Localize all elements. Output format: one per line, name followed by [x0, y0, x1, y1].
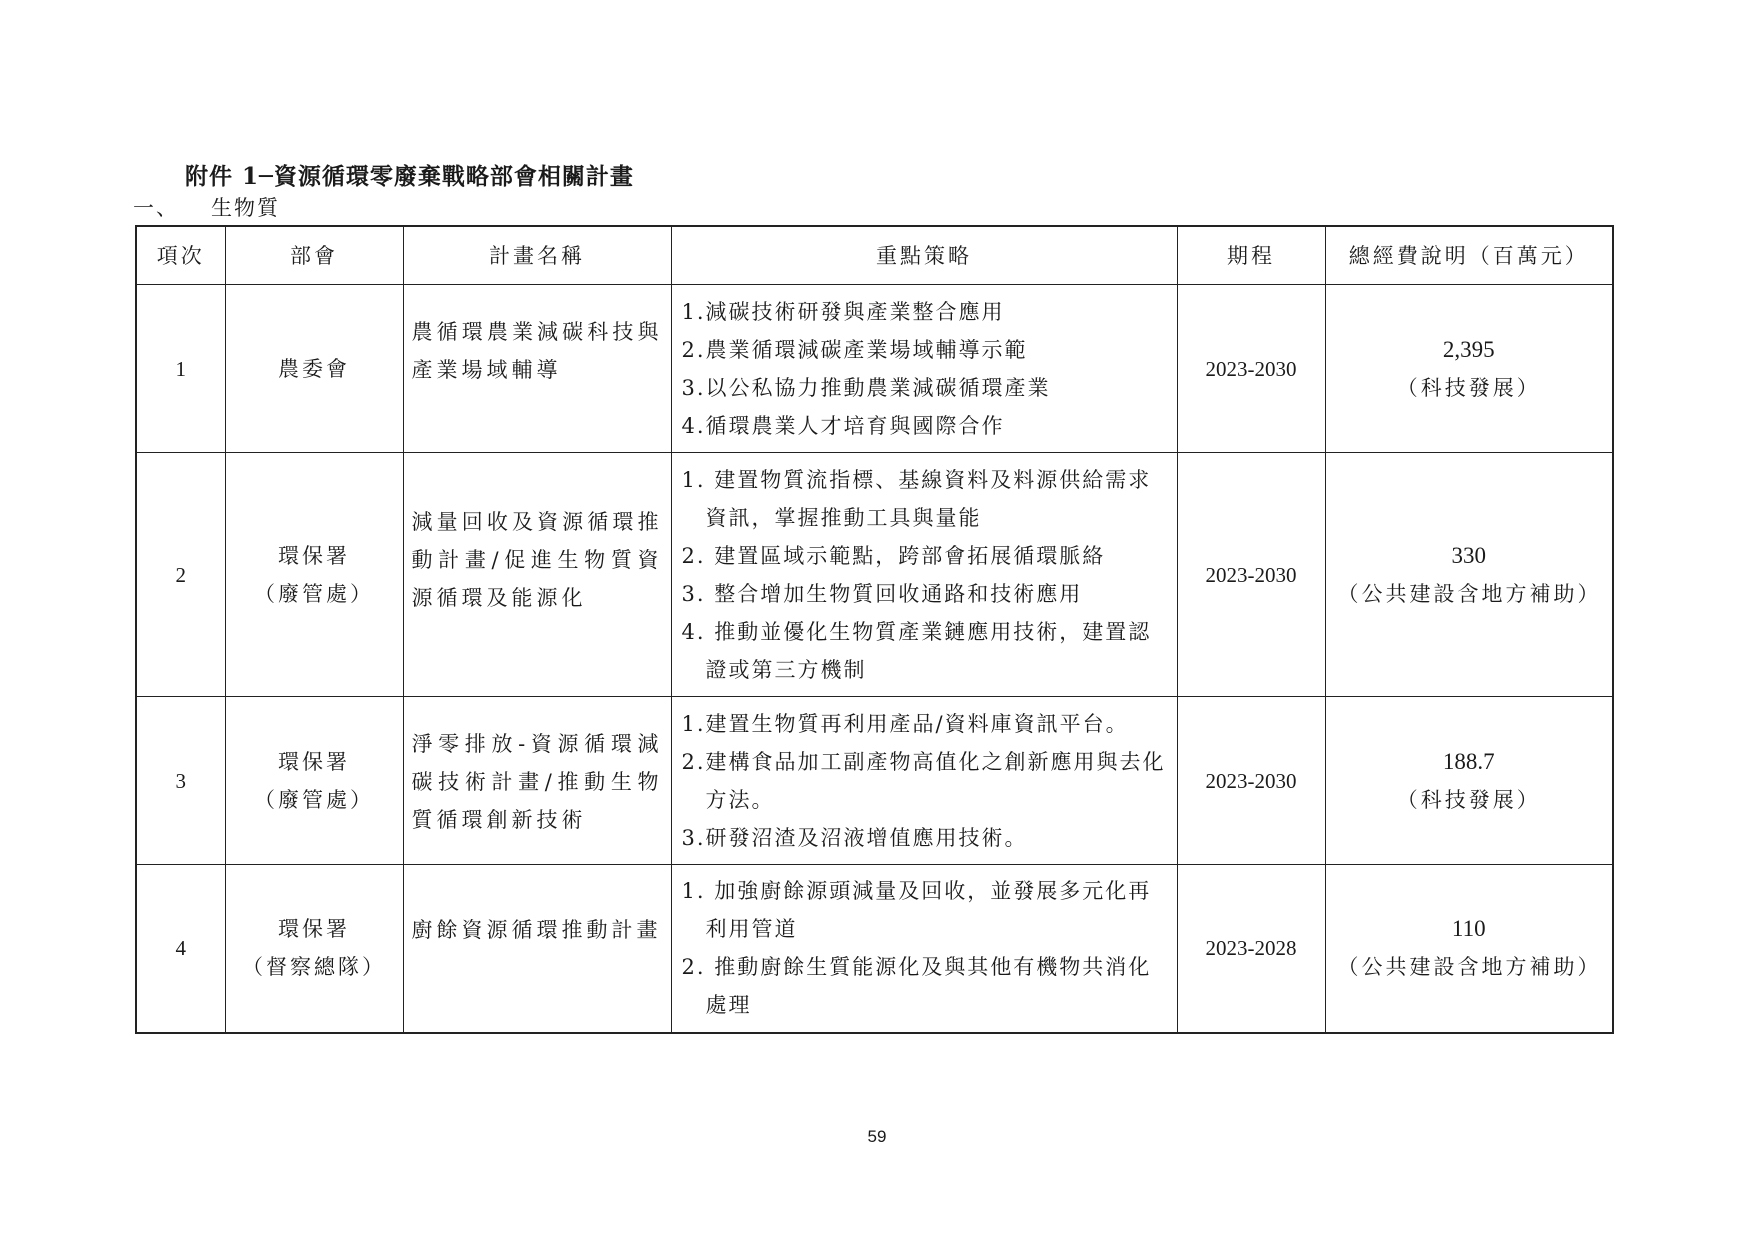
- row-plan: 廚餘資源循環推動計畫: [403, 865, 671, 1033]
- row-agency: [225, 865, 403, 1033]
- budget-note: （公共建設含地方補助）: [1337, 955, 1602, 980]
- row-period: 2023-2030: [1177, 285, 1325, 453]
- row-strategies: [671, 865, 1177, 1033]
- row-budget: [1325, 285, 1613, 453]
- strategy-item: 1. 建置物質流指標、基線資料及料源供給需求資訊，掌握推動工具與量能: [681, 467, 1152, 530]
- row-plan: 農循環農業減碳科技與產業場域輔導: [403, 285, 671, 453]
- strategy-item: 2.建構食品加工副產物高值化之創新應用與去化方法。: [681, 749, 1166, 812]
- strategy-item: 2. 建置區域示範點，跨部會拓展循環脈絡: [681, 543, 1106, 568]
- section-title: 生物質: [211, 196, 280, 220]
- table-row: [136, 697, 1613, 865]
- row-no: 4: [136, 865, 225, 1033]
- row-plan: 淨零排放-資源循環減碳技術計畫/推動生物質循環創新技術: [403, 697, 671, 865]
- header-no: 項次: [136, 226, 225, 285]
- agency-name: 農委會: [278, 356, 350, 381]
- row-no: 3: [136, 697, 225, 865]
- header-budget: 總經費說明（百萬元）: [1325, 226, 1613, 285]
- agency-division: （督察總隊）: [242, 955, 386, 980]
- strategy-item: 3. 整合增加生物質回收通路和技術應用: [681, 581, 1083, 606]
- table-row: [136, 453, 1613, 697]
- agency-name: 環保署: [278, 917, 350, 942]
- strategy-item: 1. 加強廚餘源頭減量及回收，並發展多元化再利用管道: [681, 879, 1152, 942]
- header-plan: 計畫名稱: [403, 226, 671, 285]
- row-agency: [225, 285, 403, 453]
- budget-note: （公共建設含地方補助）: [1337, 581, 1602, 606]
- row-strategies: [671, 697, 1177, 865]
- strategy-item: 2.農業循環減碳產業場域輔導示範: [681, 337, 1028, 362]
- row-budget: [1325, 865, 1613, 1033]
- agency-name: 環保署: [278, 749, 350, 774]
- row-budget: [1325, 697, 1613, 865]
- row-period: 2023-2030: [1177, 453, 1325, 697]
- strategy-item: 3.以公私協力推動農業減碳循環產業: [681, 375, 1051, 400]
- row-plan: 減量回收及資源循環推動計畫/促進生物質資源循環及能源化: [403, 453, 671, 697]
- row-no: 2: [136, 453, 225, 697]
- section-number: 一、: [133, 196, 179, 220]
- strategy-item: 4.循環農業人才培育與國際合作: [681, 413, 1005, 438]
- row-period: 2023-2028: [1177, 865, 1325, 1033]
- agency-division: （廢管處）: [254, 581, 374, 606]
- strategy-item: 1.建置生物質再利用產品/資料庫資訊平台。: [681, 711, 1129, 736]
- section-heading: [133, 192, 280, 222]
- budget-amount: 110: [1451, 916, 1486, 942]
- page-number: 59: [867, 1127, 887, 1146]
- row-budget: [1325, 453, 1613, 697]
- row-no: 1: [136, 285, 225, 453]
- table-row: [136, 285, 1613, 453]
- agency-name: 環保署: [278, 543, 350, 568]
- row-agency: [225, 697, 403, 865]
- budget-amount: 2,395: [1442, 336, 1495, 362]
- budget-amount: 330: [1451, 542, 1486, 568]
- header-period: 期程: [1177, 226, 1325, 285]
- row-period: 2023-2030: [1177, 697, 1325, 865]
- strategy-item: 2. 推動廚餘生質能源化及與其他有機物共消化處理: [681, 955, 1152, 1018]
- strategy-item: 1.減碳技術研發與產業整合應用: [681, 299, 1005, 324]
- budget-note: （科技發展）: [1396, 375, 1541, 400]
- budget-note: （科技發展）: [1396, 787, 1541, 812]
- table-header-row: [136, 226, 1613, 285]
- budget-amount: 188.7: [1442, 748, 1495, 774]
- header-agency: 部會: [225, 226, 403, 285]
- header-strategy: 重點策略: [671, 226, 1177, 285]
- strategy-item: 4. 推動並優化生物質產業鏈應用技術，建置認證或第三方機制: [681, 619, 1152, 682]
- agency-division: （廢管處）: [254, 787, 374, 812]
- strategy-item: 3.研發沼渣及沼液增值應用技術。: [681, 825, 1028, 850]
- plans-table: [135, 225, 1614, 1034]
- document-title: 附件 1─資源循環零廢棄戰略部會相關計畫: [185, 163, 634, 190]
- row-strategies: [671, 285, 1177, 453]
- table-row: [136, 865, 1613, 1033]
- row-agency: [225, 453, 403, 697]
- row-strategies: [671, 453, 1177, 697]
